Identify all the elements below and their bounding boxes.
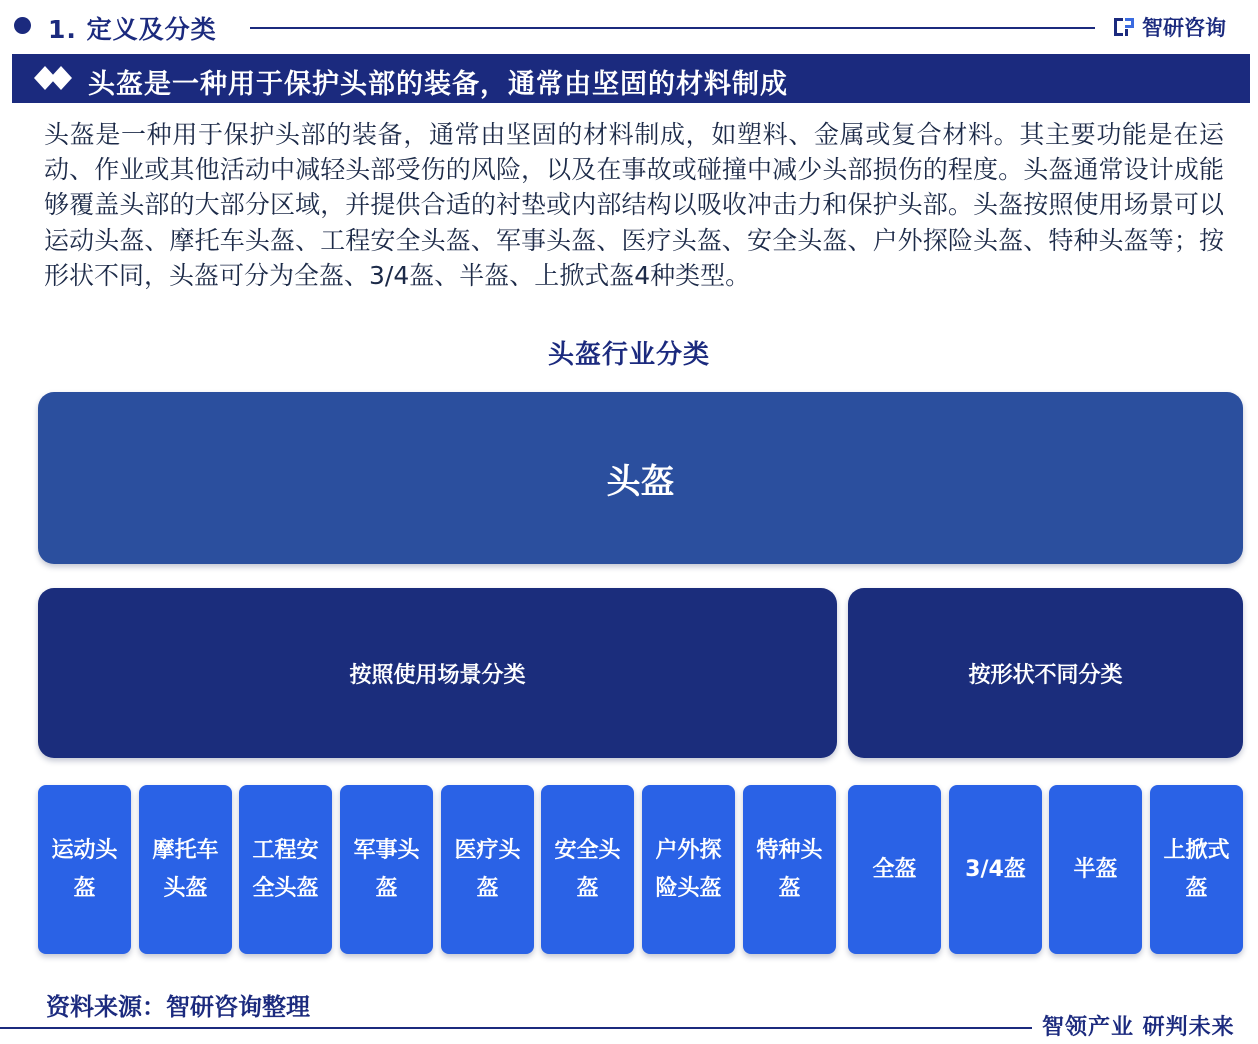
leaf-node-label: 上掀式盔 [1163, 837, 1230, 901]
bullet-dot-icon [14, 17, 31, 34]
leaf-node [743, 785, 836, 954]
top-header [0, 0, 1258, 52]
leaf-node-label: 特种头盔 [756, 837, 823, 901]
double-diamond-icon [34, 65, 76, 91]
section-title: 1. 定义及分类 [48, 15, 217, 44]
leaf-node [340, 785, 433, 954]
brand-logo-icon [1112, 15, 1136, 39]
leaf-node-label: 全盔 [872, 856, 917, 882]
leaf-node-label: 摩托车头盔 [152, 837, 219, 901]
leaf-node [541, 785, 634, 954]
leaf-node [38, 785, 131, 954]
leaf-node-label: 安全头盔 [554, 837, 621, 901]
intro-paragraph: 头盔是一种用于保护头部的装备，通常由坚固的材料制成，如塑料、金属或复合材料。其主要功能是在运动、作业或其他活动中减轻头部受伤的风险，以及在事故或碰撞中减少头部损伤的程度。头盔通常设计成能够覆盖头部的大部分区域，并提供合适的衬垫或内部结构以吸收冲击力和保护头部。头盔按照使用场景可以运动头盔、摩托车头盔、工程安全头盔、军事头盔、医疗头盔、安全头盔、户外探险头盔、特种头盔等；按形状不同，头盔可分为全盔、3/4盔、半盔、上掀式盔4种类型。 [44, 120, 1224, 290]
footer-slogan: 智领产业 研判未来 [1042, 1015, 1235, 1040]
leaf-node [949, 785, 1042, 954]
diagram-title: 头盔行业分类 [547, 340, 710, 370]
leaf-node [1150, 785, 1243, 954]
leaf-node-label: 军事头盔 [353, 837, 420, 901]
root-node [38, 392, 1243, 564]
title-banner [12, 54, 1250, 103]
brand-name: 智研咨询 [1142, 16, 1226, 40]
leaf-node [848, 785, 941, 954]
leaf-node [441, 785, 534, 954]
leaf-node [1049, 785, 1142, 954]
root-node-label: 头盔 [606, 461, 675, 502]
leaf-node [239, 785, 332, 954]
header-divider [250, 27, 1095, 29]
brand [1112, 12, 1226, 42]
source-note: 资料来源：智研咨询整理 [46, 993, 310, 1021]
leaf-node [139, 785, 232, 954]
branch-node-shape [848, 588, 1243, 758]
footer-divider [0, 1027, 1032, 1029]
leaf-node-label: 半盔 [1073, 856, 1118, 882]
branch-node-label: 按形状不同分类 [968, 662, 1123, 688]
leaf-node-label: 3/4盔 [965, 856, 1026, 882]
leaf-node-label: 户外探险头盔 [655, 837, 722, 901]
branch-node-label: 按照使用场景分类 [349, 662, 526, 688]
leaf-node [642, 785, 735, 954]
branch-node-usage [38, 588, 837, 758]
banner-title: 头盔是一种用于保护头部的装备，通常由坚固的材料制成 [88, 69, 788, 100]
leaf-node-label: 运动头盔 [51, 837, 118, 901]
leaf-node-label: 医疗头盔 [454, 837, 521, 901]
leaf-node-label: 工程安全头盔 [252, 837, 319, 901]
